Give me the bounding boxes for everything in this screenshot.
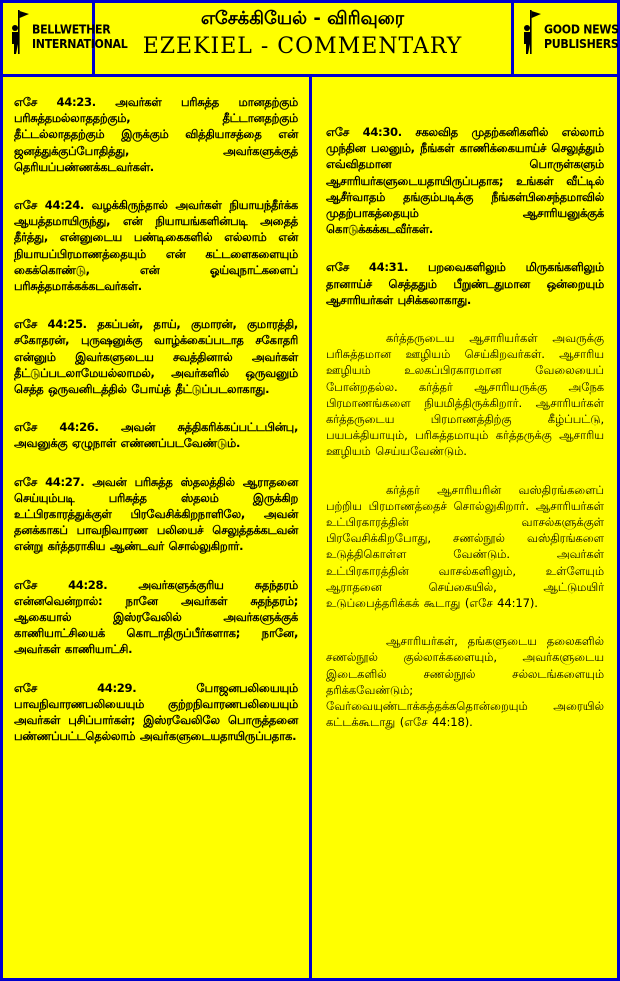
commentary-text-1: கர்த்தருடைய ஆசாரியர்கள் அவருக்கு பரிசுத்தமான ஊழியம் செய்கிறவர்கள். ஆசாரிய ஊழியம் உலகப்பிரகாரமான வேலையைப் போன்றதல்ல. கர்த்தர் ஆசாரியருக்கு அநேக பிரமாணங்களை நியமித்திருக்கிறார். ஆசாரியர்கள் கர்த்தருடைய பிரமாணத்திற்கு கீழ்ப்பட்டு, பயபக்தியாயும், பரிசுத்தமாயும் கர்த்தருக்கு ஆசாரிய ஊழியம் செய்யவேண்டும்.: [326, 331, 604, 459]
title-english: EZEKIEL - COMMENTARY: [142, 34, 463, 59]
verse-44-26: எசே 44:26. அவன் சுத்திகரிக்கப்பட்டபின்பு, அவனுக்கு ஏழுநாள் எண்ணப்படவேண்டும்.: [14, 420, 298, 451]
column-divider: [309, 74, 312, 981]
verse-44-24: எசே 44:24. வழக்கிருந்தால் அவர்கள் நியாயந்தீர்க்க ஆயத்தமாயிருந்து, என் நியாயங்களின்படி அதைத் தீர்த்து, என்னுடைய பண்டிகைகளில் எல்லாம் என் நியாயப்பிரமாணத்தையும் என் கட்டளைகளையும் கைக்கொண்டு, என் ஓய்வுநாட்களைப் பரிசுத்தமாக்கக்கடவர்கள்.: [14, 198, 298, 294]
commentary-paragraph: [326, 633, 604, 730]
commentary-text-2: கர்த்தர் ஆசாரியரின் வஸ்திரங்களைப் பற்றிய பிரமாணத்தைச் சொல்லுகிறார். ஆசாரியர்கள் உட்பிரகாரத்தின் வாசல்களுக்குள் பிரவேசிக்கிறபோது, சணல்நூல் வஸ்திரங்களை உடுத்திகொள்ள வேண்டும். அவர்கள் உட்பிரகாரத்தின் வாசல்களிலும், உள்ளேயும் ஆராதனை செய்கையில், ஆட்டுமயிர் உடுப்பைத்தரிக்கக் கூடாது (எசே 44:17).: [326, 482, 604, 611]
left-column: [14, 94, 298, 767]
good-news-logo: [522, 8, 619, 56]
verse-44-23: எசே 44:23. அவர்கள் பரிசுத்த மானதற்கும் பரிசுத்தமல்லாததற்கும், தீட்டானதற்கும் தீட்டல்லாததற்கும் இருக்கும் வித்தியாசத்தை என் ஜனத்துக்குப்போதித்து, அவர்களுக்குத் தெரியப்பண்ணக்கடவர்கள்.: [14, 95, 298, 174]
verse-44-27: எசே 44:27. அவன் பரிசுத்த ஸ்தலத்தில் ஆராதனை செய்யும்படி பரிசுத்த ஸ்தலம் இருக்கிற உட்பிரகாரத்துக்குள் பிரவேசிக்கிறநாளிலே, அவன் தனக்காகப் பாவநிவாரண பலியைச் செலுத்தக்கடவன் என்று கர்த்தராகிய ஆண்டவர் சொல்லுகிறார்.: [14, 474, 298, 554]
right-column: [326, 124, 604, 753]
person-with-flag-icon: [522, 8, 542, 56]
logo-right-line2: PUBLISHERS: [544, 37, 619, 52]
verse-44-30: எசே 44:30. சகலவித முதற்கனிகளில் எல்லாம் முந்தின பலனும், நீங்கள் காணிக்கையாய்ச் செலுத்தும் எவ்விதமான பொருள்களும் ஆசாரியர்களுடையதாயிருப்பதாக; உங்கள் வீட்டில் ஆசீர்வாதம் தங்கும்படிக்கு நீங்கள்பிசைந்தமாவில் முதற்பாகத்தையும் ஆசாரியனுக்குக் கொடுக்கக்கடவீர்கள்.: [326, 125, 604, 237]
person-with-flag-icon: [10, 8, 30, 56]
commentary-paragraph: [326, 330, 604, 460]
page-title: [96, 6, 509, 62]
header-right-divider: [511, 0, 514, 77]
verse-44-29: எசே 44:29. போஜனபலியையும் பாவநிவாரணபலியையும் குற்றநிவாரணபலியையும் அவர்கள் புசிப்பார்கள்; இஸ்ரவேலிலே பொருத்தனை பண்ணப்பட்டதெல்லாம் அவர்களுடையதாயிருப்பதாக.: [14, 680, 298, 744]
logo-left-line2: INTERNATIONAL: [32, 37, 128, 52]
verse-44-25: எசே 44:25. தகப்பன், தாய், குமாரன், குமாரத்தி, சகோதரன், புருஷனுக்கு வாழ்க்கைப்படாத சகோதரி என்னும் இவர்களுடைய சவத்தினால் அவர்கள் தீட்டுப்படலாமேயல்லாமல், அவர்களில் ஒருவனும் செத்த ஒருவனிடத்தில் போய்த் தீட்டுப்படலாகாது.: [14, 317, 298, 397]
logo-left-line1: BELLWETHER: [32, 22, 111, 37]
commentary-paragraph: [326, 482, 604, 612]
verse-44-28: எசே 44:28. அவர்களுக்குரிய சுதந்தரம் என்னவென்றால்: நானே அவர்கள் சுதந்தரம்; ஆகையால் இஸ்ரவேலில் அவர்களுக்குக் காணியாட்சியைக் கொடாதிருப்பீர்களாக; நானே, அவர்கள் காணியாட்சி.: [14, 577, 298, 657]
verse-44-31: எசே 44:31. பறவைகளிலும் மிருகங்களிலும் தானாய்ச் செத்ததும் பீறுண்டதுமான ஒன்றையும் ஆசாரியர்கள் புசிக்கலாகாது.: [326, 260, 604, 307]
title-tamil: எசேக்கியேல் - விரிவுரை: [200, 8, 405, 29]
commentary-text-3: ஆசாரியர்கள், தங்களுடைய தலைகளில் சணல்நூல் குல்லாக்களையும், அவர்களுடைய இடைகளில் சணல்நூல் சல்லடங்களையும் தரிக்கவேண்டும்; வேர்வையுண்டாக்கத்தக்கதொன்றையும் அரையில் கட்டக்கூடாது (எசே 44:18).: [326, 634, 604, 730]
logo-right-line1: GOOD NEWS: [544, 22, 619, 37]
